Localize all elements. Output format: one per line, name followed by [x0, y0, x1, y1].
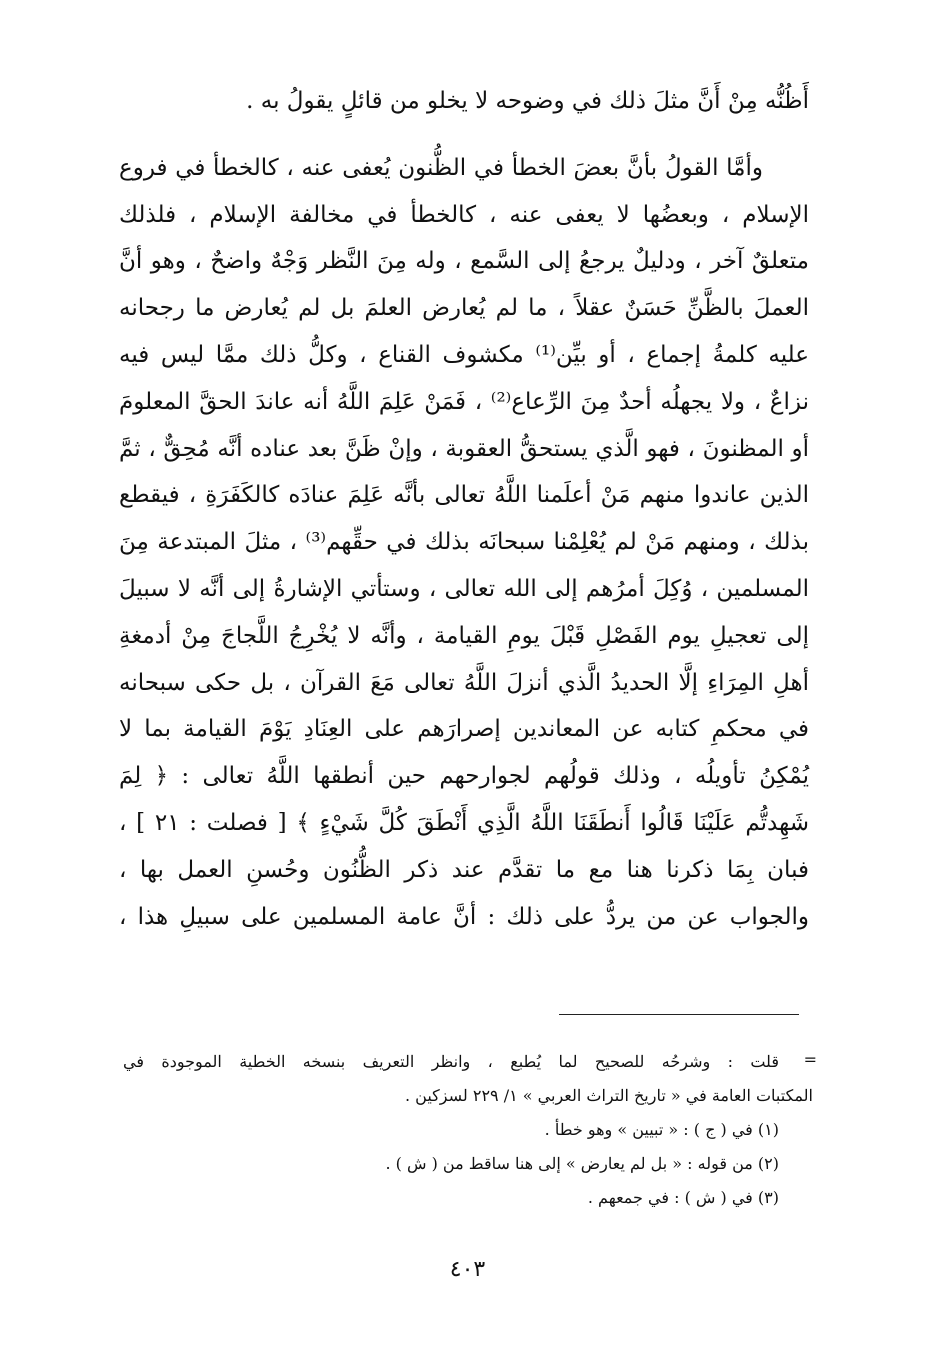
paragraph-gap — [119, 125, 809, 145]
footnote-separator — [559, 1014, 799, 1015]
text-line-9: الذين عاندوا منهم مَنْ أعلَمنا اللَّهُ تعالى بأنَّه عَلِمَ عنادَه كالكَفَرَةِ ، فيقطع — [119, 482, 809, 509]
text-line-18: والجواب عن من يردُّ على ذلك : أنَّ عامة المسلمين على سبيلِ هذا ، — [119, 903, 809, 930]
footnote-continuation-line-2: المكتبات العامة في « تاريخ التراث العربي » ١/ ٢٢٩ لسزكين . — [404, 1086, 813, 1105]
footnote-2: (٢) من قوله : « بل لم يعارض » إلى هنا ساقط من ( ش ) . — [385, 1154, 779, 1173]
text-line-6: عليه كلمةُ إجماع ، أو بيِّن⁽¹⁾ مكشوف القناع ، وكلُّ ذلك ممَّا ليس فيه — [119, 341, 809, 368]
footnote-3: (٣) في ( ش ) : في جمعهم . — [587, 1188, 779, 1207]
footnotes — [123, 1045, 813, 1215]
text-line-12: إلى تعجيلِ يوم الفَصْلِ قَبْلَ يومِ القيامة ، وأنَّه لا يُخْرِجُ اللَّجاجَ مِنْ أدمغةِ — [119, 622, 810, 649]
text-line-15: يُمْكِنُ تأويلُه ، وذلك قولُهم لجوارحهم حين أنطقها اللَّهُ تعالى : ﴿ لِمَ — [119, 763, 809, 790]
footnote-1: (١) في ( ج ) : « تبيين » وهو خطأ . — [544, 1120, 779, 1139]
text-line-11: المسلمين ، وُكِلَ أمرُهم إلى الله تعالى ، وستأتي الإشارةُ إلى أنَّه لا سبيلَ — [119, 575, 809, 602]
text-line-3: الإسلام ، وبعضُها لا يعفى عنه ، كالخطأ في مخالفة الإسلام ، فلذلك — [119, 201, 809, 228]
text-line-8: أو المظنونَ ، فهو الَّذي يستحقُّ العقوبة ، وإنْ ظَنَّ بعد عناده أنَّه مُحِقٌّ ، ثمَّ — [119, 435, 809, 462]
text-line-16: شَهِدتُّم عَلَيْنَا قَالُوا أَنطَقَنَا اللَّهُ الَّذِي أَنْطَقَ كُلَّ شَيْءٍ ﴾ [ فصلت : ٢١ ] ، — [119, 809, 809, 836]
main-text — [119, 78, 809, 940]
page-number: ٤٠٣ — [449, 1257, 486, 1282]
text-line-1: أَظُنُّه مِنْ أَنَّ مثلَ ذلك في وضوحه لا يخلو من قائلٍ يقولُ به . — [246, 88, 809, 114]
footnote-continuation-line-1: قلت : وشرحُه للصحيح لما يُطبع ، وانظر التعريف بنسخه الخطية الموجودة في — [123, 1052, 779, 1071]
text-line-17: فبان بِمَا ذكرنا هنا مع ما تقدَّم عند ذكر الظُّنُون وحُسنِ العمل بها ، — [119, 856, 809, 883]
text-line-7: نزاعٌ ، ولا يجهلُه أحدٌ مِنَ الرِّعاع⁽²⁾ ، فَمَنْ عَلِمَ اللَّهُ أنه عاندَ الحقَّ المعلومَ — [119, 388, 809, 415]
text-line-10: بذلك ، ومنهم مَنْ لم يُعْلِمْنا سبحانَه بذلك في حقِّهم⁽³⁾ ، مثلَ المبتدعة مِنَ — [119, 529, 809, 556]
footnote-continuation-mark: = — [803, 1050, 817, 1069]
text-line-14: في محكمِ كتابه عن المعاندين إصرارَهم على العِنَادِ يَوْمَ القيامة بما لا — [119, 716, 809, 743]
text-line-5: العملَ بالظَّنِّ حَسَنٌ عقلاً ، ما لم يُعارض العلمَ بل لم يُعارض ما رجحانه — [119, 295, 809, 322]
text-line-2: وأمَّا القولُ بأنَّ بعضَ الخطأ في الظُّنون يُعفى عنه ، كالخطأ في فروع — [119, 154, 763, 181]
text-line-13: أهلِ المِرَاءِ إلَّا الحديدُ الَّذي أنزلَ اللَّهُ تعالى مَعَ القرآن ، بل حكى سبحانه — [119, 669, 809, 696]
text-line-4: متعلقٌ آخر ، ودليلٌ يرجعُ إلى السَّمع ، وله مِنَ النَّظر وَجْهٌ واضحٌ ، وهو أنَّ — [119, 248, 809, 275]
